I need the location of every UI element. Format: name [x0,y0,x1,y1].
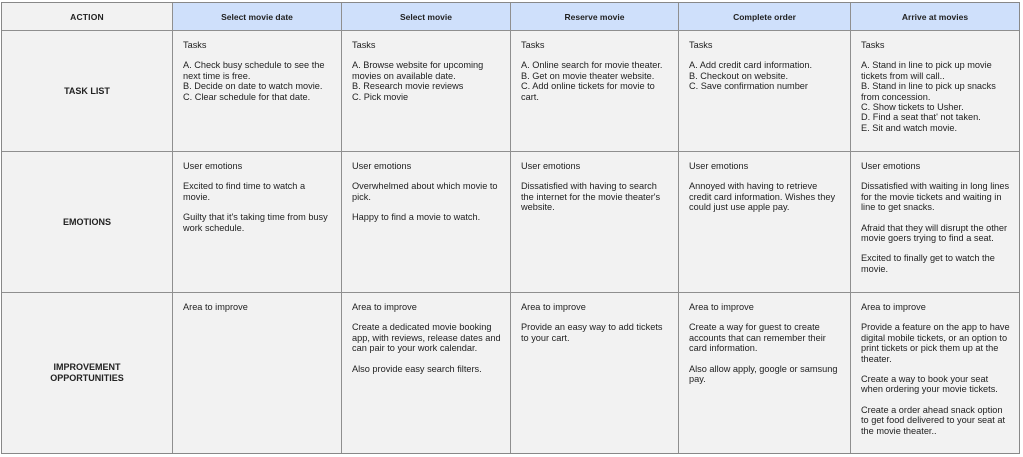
improvement-cell [851,293,1019,453]
emotion-cell [851,152,1019,293]
task-cell [679,31,851,152]
improvement-cell [173,293,342,453]
cell-heading: Tasks [861,40,885,50]
improvement-text: Also provide easy search filters. [352,363,482,374]
emotion-text: Overwhelmed about which movie to pick. [352,181,498,202]
improvement-cell [342,293,511,453]
cell-heading: User emotions [861,161,921,171]
improvement-text: Create a way for guest to create accounts that can remember their card information. [689,322,826,354]
cell-heading: Area to improve [689,302,754,312]
emotion-cell [679,152,851,293]
cell-heading: Area to improve [861,302,926,312]
improvement-text: Provide a feature on the app to have digital mobile tickets, or an option to print tickets or pick them up at the theater. [861,322,1010,364]
cell-heading: User emotions [183,161,243,171]
stage-header-arrive-at-movies: Arrive at movies [851,3,1019,31]
improvement-text: Provide an easy way to add tickets to your cart. [521,322,663,343]
task-item: C. Clear schedule for that date. [183,91,311,102]
improvement-text: Also allow apply, google or samsung pay. [689,363,838,385]
task-item: C. Save confirmation number [689,81,808,92]
cell-heading: Area to improve [352,302,417,312]
emotion-text: Happy to find a movie to watch. [352,212,481,223]
task-cell [342,31,511,152]
task-item: A. Check busy schedule to see the next time is free. [183,60,325,81]
improvement-text: Create a dedicated movie booking app, with reviews, release dates and can pair to your work calendar. [352,322,501,354]
improvement-text: Create a way to book your seat when ordering your movie tickets. [861,374,998,395]
cell-heading: User emotions [689,161,749,171]
cell-heading: Area to improve [521,302,586,312]
task-item: B. Research movie reviews [352,81,464,92]
task-item: B. Checkout on website. [689,70,789,81]
task-item: A. Browse website for upcoming movies on available date. [352,60,484,81]
task-cell [851,31,1019,152]
cell-heading: User emotions [521,161,581,171]
cell-heading: Tasks [183,40,207,50]
user-journey-map [1,2,1020,454]
row-label-task-list: TASK LIST [2,31,173,152]
task-item: D. Find a seat that' not taken. [861,112,981,123]
emotion-cell [173,152,342,293]
row-label-improvement-opportunities: IMPROVEMENT OPPORTUNITIES [2,293,173,453]
stage-header-select-movie-date: Select movie date [173,3,342,31]
task-cell [173,31,342,152]
stage-header-complete-order: Complete order [679,3,851,31]
task-item: B. Decide on date to watch movie. [183,81,323,92]
cell-heading: Tasks [352,40,376,50]
task-item: A. Stand in line to pick up movie tickets from will call.. [861,60,992,81]
emotion-text: Excited to find time to watch a movie. [183,181,306,202]
cell-heading: User emotions [352,161,412,171]
task-item: E. Sit and watch movie. [861,122,958,133]
emotion-text: Dissatisfied with having to search the internet for the movie theater's website. [521,181,661,213]
task-item: A. Add credit card information. [689,60,813,71]
emotion-text: Dissatisfied with waiting in long lines for the movie tickets and waiting in line to get snacks. [861,181,1010,213]
emotion-text: Excited to finally get to watch the movie. [861,253,995,274]
emotion-cell [342,152,511,293]
task-item: C. Add online tickets for movie to cart. [521,81,655,102]
improvement-cell [511,293,679,453]
stage-header-select-movie: Select movie [342,3,511,31]
cell-heading: Tasks [521,40,545,50]
cell-heading: Tasks [689,40,713,50]
cell-heading: Area to improve [183,302,248,312]
task-item: B. Stand in line to pick up snacks from concession. [861,81,996,102]
row-label-emotions: EMOTIONS [2,152,173,293]
emotion-text: Guilty that it's taking time from busy work schedule. [183,212,328,233]
task-item: A. Online search for movie theater. [521,60,663,71]
task-item: C. Show tickets to Usher. [861,102,964,113]
task-item: C. Pick movie [352,91,409,102]
emotion-text: Afraid that they will disrupt the other movie goers trying to find a seat. [861,222,1008,244]
task-cell [511,31,679,152]
action-header: ACTION [2,3,173,31]
task-item: B. Get on movie theater website. [521,70,655,81]
improvement-cell [679,293,851,453]
emotion-text: Annoyed with having to retrieve credit card information. Wishes they could just use apple pay. [689,181,836,213]
emotion-cell [511,152,679,293]
improvement-text: Create a order ahead snack option to get food delivered to your seat at the movie theater.. [861,404,1006,436]
stage-header-reserve-movie: Reserve movie [511,3,679,31]
